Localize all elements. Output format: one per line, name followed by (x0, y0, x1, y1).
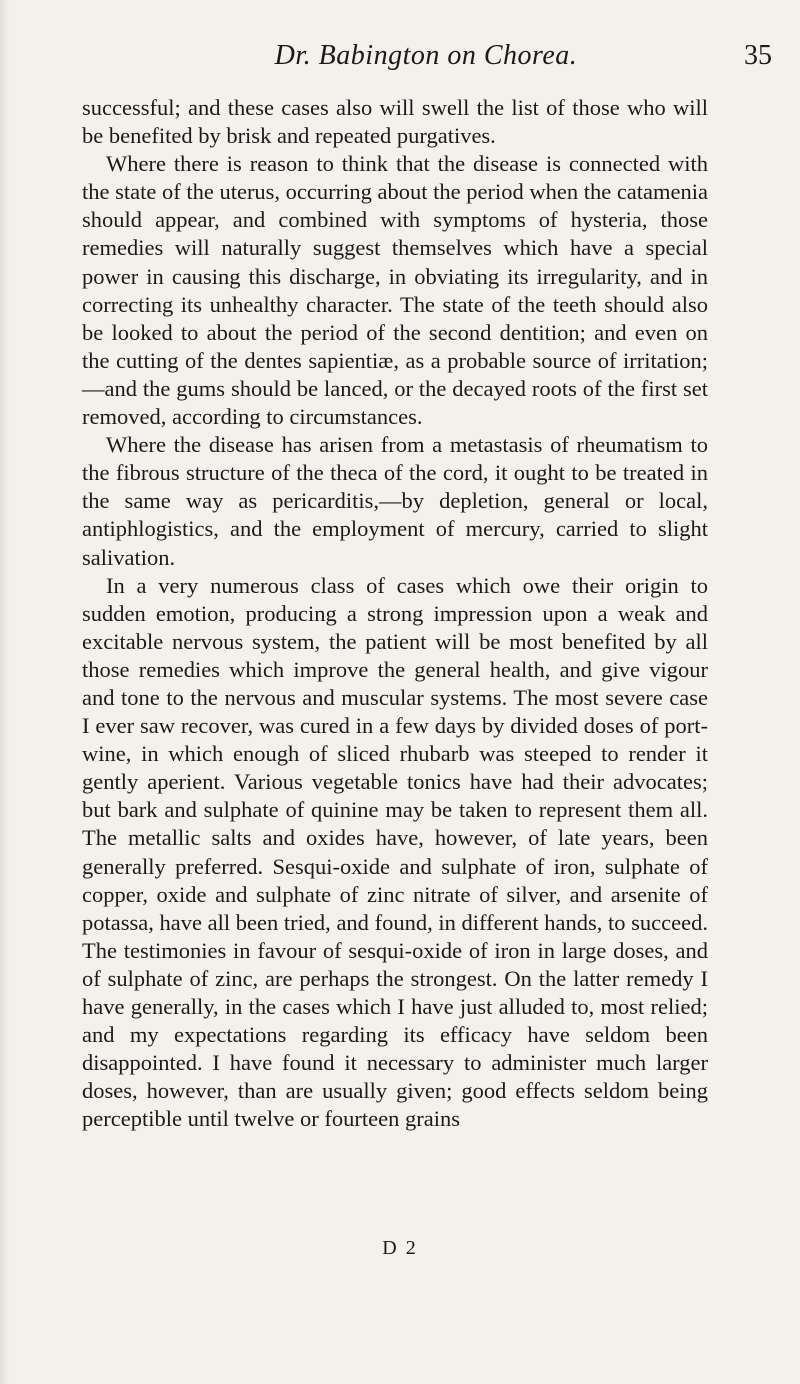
paragraph-4: In a very numerous class of cases which owe their origin to sudden emotion, producing a strong impression upon a weak and excitable nervous system, the patient will be most benefited by all those remedies which improve the general health, and give vigour and tone to the nervous and muscular systems. The most severe case I ever saw recover, was cured in a few days by divided doses of port-wine, in which enough of sliced rhubarb was steeped to render it gently aperient. Various vegetable tonics have had their advocates; but bark and sulphate of quinine may be taken to represent them all. The metallic salts and oxides have, however, of late years, been generally preferred. Sesqui-oxide and sulphate of iron, sulphate of copper, oxide and sulphate of zinc nitrate of silver, and arsenite of potassa, have all been tried, and found, in different hands, to succeed. The testimonies in favour of sesqui-oxide of iron in large doses, and of sulphate of zinc, are perhaps the strongest. On the latter remedy I have generally, in the cases which I have just alluded to, most relied; and my expectations regarding its efficacy have seldom been disappointed. I have found it necessary to administer much larger doses, however, than are usually given; good effects seldom being perceptible until twelve or fourteen grains (82, 572, 708, 1132)
page-gutter-shadow (0, 0, 10, 1384)
signature-mark: D 2 (382, 1237, 418, 1259)
body-text (82, 94, 708, 1133)
running-head (70, 40, 782, 80)
running-title: Dr. Babington on Chorea. (274, 40, 578, 71)
paragraph-2: Where there is reason to think that the disease is connected with the state of the uterus, occurring about the period when the catamenia should appear, and combined with symptoms of hysteria, those remedies will naturally suggest themselves which have a special power in causing this discharge, in obviating its irregularity, and in correcting its unhealthy character. The state of the teeth should also be looked to about the period of the second dentition; and even on the cutting of the dentes sapientiæ, as a probable source of irritation;—and the gums should be lanced, or the decayed roots of the first set removed, according to circumstances. (82, 151, 709, 430)
page-number: 35 (744, 40, 772, 71)
paragraph-3: Where the disease has arisen from a metastasis of rheumatism to the fibrous structure of the theca of the cord, it ought to be treated in the same way as pericarditis,—by depletion, general or local, antiphlogistics, and the employment of mercury, carried to slight salivation. (82, 432, 708, 570)
paragraph-1: successful; and these cases also will swell the list of those who will be benefited by brisk and repeated purgatives. (82, 95, 708, 149)
